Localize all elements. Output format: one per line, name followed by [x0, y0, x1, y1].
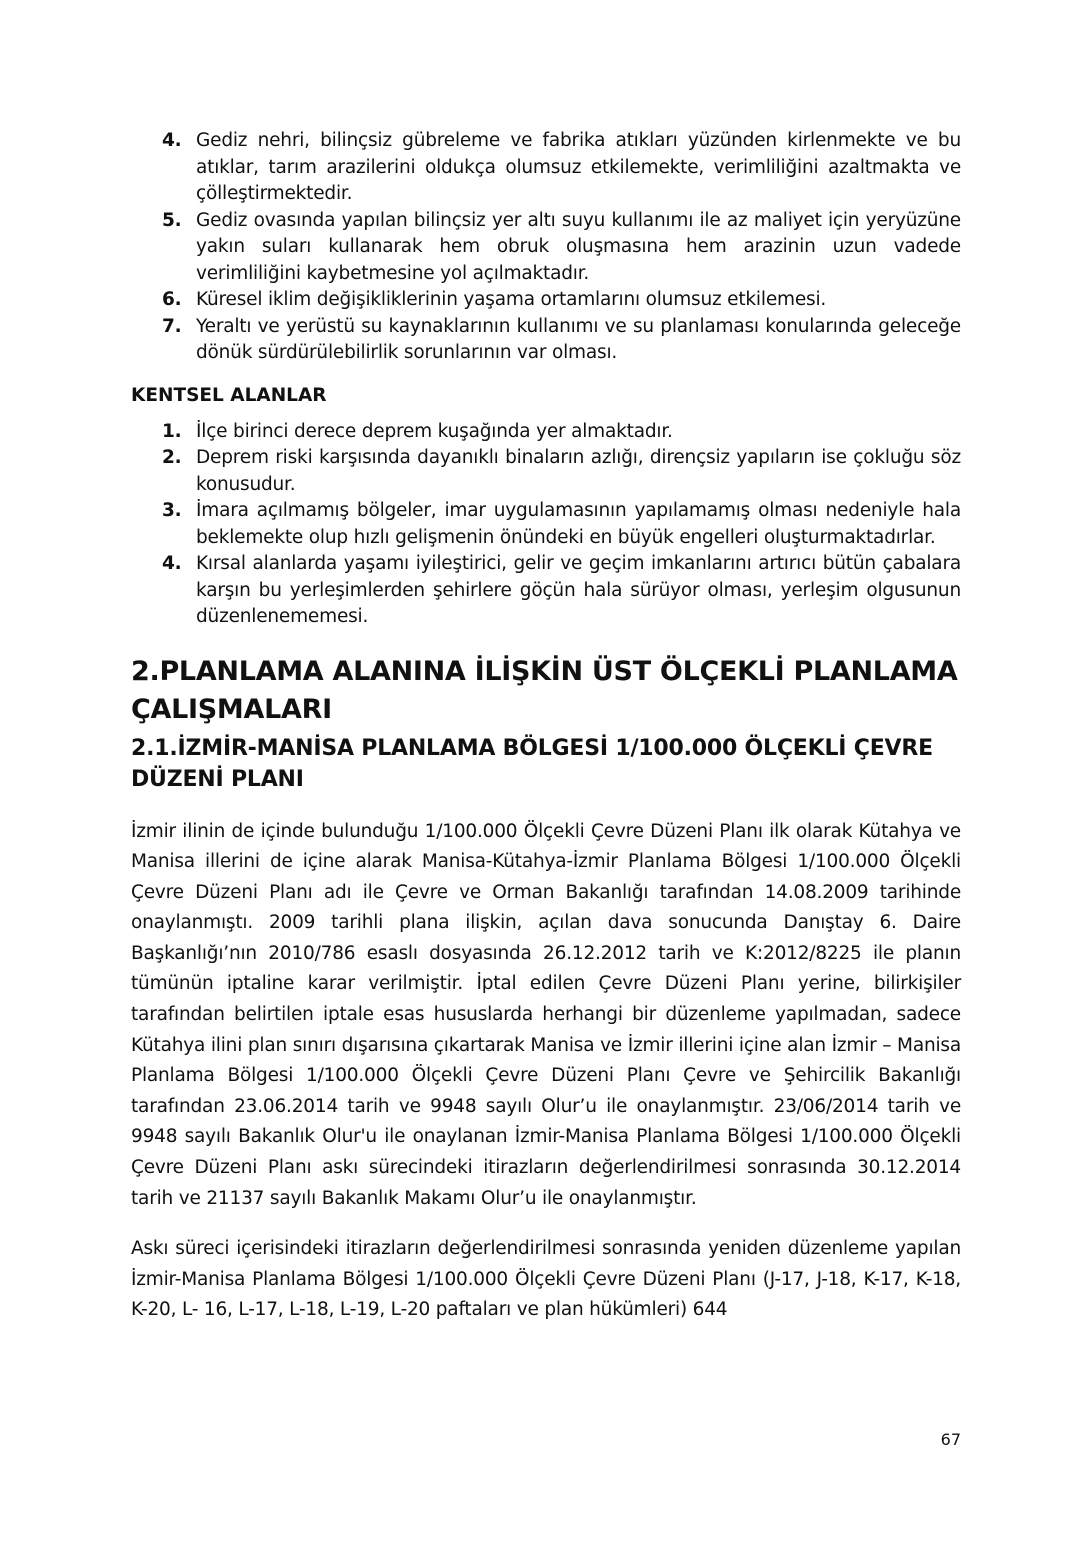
list-item-number: 7. [162, 315, 182, 337]
list-item-text: Deprem riski karşısında dayanıklı binaların azlığı, dirençsiz yapıların ise çokluğu söz konusudur. [196, 447, 961, 495]
list-item-number: 5. [162, 209, 182, 231]
list-item [131, 419, 961, 446]
subsection-title: 2.1.İZMİR-MANİSA PLANLAMA BÖLGESİ 1/100.000 ÖLÇEKLİ ÇEVRE DÜZENİ PLANI [131, 735, 933, 792]
problems-list [131, 128, 961, 367]
kentsel-alanlar-heading: KENTSEL ALANLAR [131, 384, 327, 406]
list-item [131, 445, 961, 498]
list-item-text: Gediz nehri, bilinçsiz gübreleme ve fabrika atıkları yüzünden kirlenmekte ve bu atıklar, tarım arazilerini oldukça olumsuz etkilemekte, verimliliğini azaltmakta ve çölleştirmektedir. [196, 130, 961, 204]
list-item-number: 4. [162, 130, 182, 151]
list-item-text: İlçe birinci derece deprem kuşağında yer almaktadır. [196, 420, 673, 442]
list-item-number: 6. [162, 289, 182, 310]
list-item-text: Kırsal alanlarda yaşamı iyileştirici, gelir ve geçim imkanlarını artırıcı bütün çabalara karşın bu yerleşimlerden şehirlere göçün hala sürüyor olması, yerleşim olgusunun düzenlenememesi. [196, 553, 961, 627]
list-item [131, 498, 961, 551]
section-title: 2.PLANLAMA ALANINA İLİŞKİN ÜST ÖLÇEKLİ PLANLAMA ÇALIŞMALARI [131, 655, 958, 725]
list-item [131, 287, 961, 314]
kentsel-alanlar-list [131, 419, 961, 631]
list-item [131, 208, 961, 288]
list-item-number: 2. [162, 447, 182, 468]
list-item-number: 4. [162, 553, 182, 574]
list-item-number: 1. [162, 420, 182, 442]
list-item [131, 551, 961, 631]
list-item-text: İmara açılmamış bölgeler, imar uygulamasının yapılamamış olması nedeniyle hala beklemekte olup hızlı gelişmenin önündeki en büyük engelleri oluşturmaktadırlar. [196, 500, 961, 548]
list-item [131, 314, 961, 367]
list-item-text: Yeraltı ve yerüstü su kaynaklarının kullanımı ve su planlaması konularında geleceğe dönük sürdürülebilirlik sorunlarının var olması. [196, 315, 961, 363]
body-paragraph: İzmir ilinin de içinde bulunduğu 1/100.000 Ölçekli Çevre Düzeni Planı ilk olarak Kütahya ve Manisa illerini de içine alarak Manisa-Kütahya-İzmir Planlama Bölgesi 1/100.000 Ölçekli Çevre Düzeni Planı adı ile Çevre ve Orman Bakanlığı tarafından 14.08.2009 tarihinde onaylanmıştı. 2009 tarihli plana ilişkin, açılan dava sonucunda Danıştay 6. Daire Başkanlığı’nın 2010/786 esaslı dosyasında 26.12.2012 tarih ve K:2012/8225 ile planın tümünün iptaline karar verilmiştir. İptal edilen Çevre Düzeni Planı yerine, bilirkişiler tarafından belirtilen iptale esas hususlarda herhangi bir düzenleme yapılmadan, sadece Kütahya ilini plan sınırı dışarısına çıkartarak Manisa ve İzmir illerini içine alan İzmir – Manisa Planlama Bölgesi 1/100.000 Ölçekli Çevre Düzeni Planı Çevre ve Şehircilik Bakanlığı tarafından 23.06.2014 tarih ve 9948 sayılı Olur’u ile onaylanmıştır. 23/06/2014 tarih ve 9948 sayılı Bakanlık Olur'u ile onaylanan İzmir-Manisa Planlama Bölgesi 1/100.000 Ölçekli Çevre Düzeni Planı askı sürecindeki itirazların değerlendirilmesi sonrasında 30.12.2014 tarih ve 21137 sayılı Bakanlık Makamı Olur’u ile onaylanmıştır. [131, 820, 961, 1209]
list-item [131, 128, 961, 208]
list-item-number: 3. [162, 500, 182, 521]
list-item-text: Küresel iklim değişikliklerinin yaşama ortamlarını olumsuz etkilemesi. [196, 289, 827, 310]
document-page [131, 128, 961, 1346]
page-number: 67 [940, 1430, 961, 1449]
list-item-text: Gediz ovasında yapılan bilinçsiz yer altı suyu kullanımı ile az maliyet için yeryüzüne yakın suları kullanarak hem obruk oluşmasına hem arazinin uzun vadede verimliliğini kaybetmesine yol açılmaktadır. [196, 209, 961, 284]
body-paragraph: Askı süreci içerisindeki itirazların değerlendirilmesi sonrasında yeniden düzenleme yapılan İzmir-Manisa Planlama Bölgesi 1/100.000 Ölçekli Çevre Düzeni Planı (J-17, J-18, K-17, K-18, K-20, L- 16, L-17, L-18, L-19, L-20 paftaları ve plan hükümleri) 644 [131, 1238, 961, 1321]
